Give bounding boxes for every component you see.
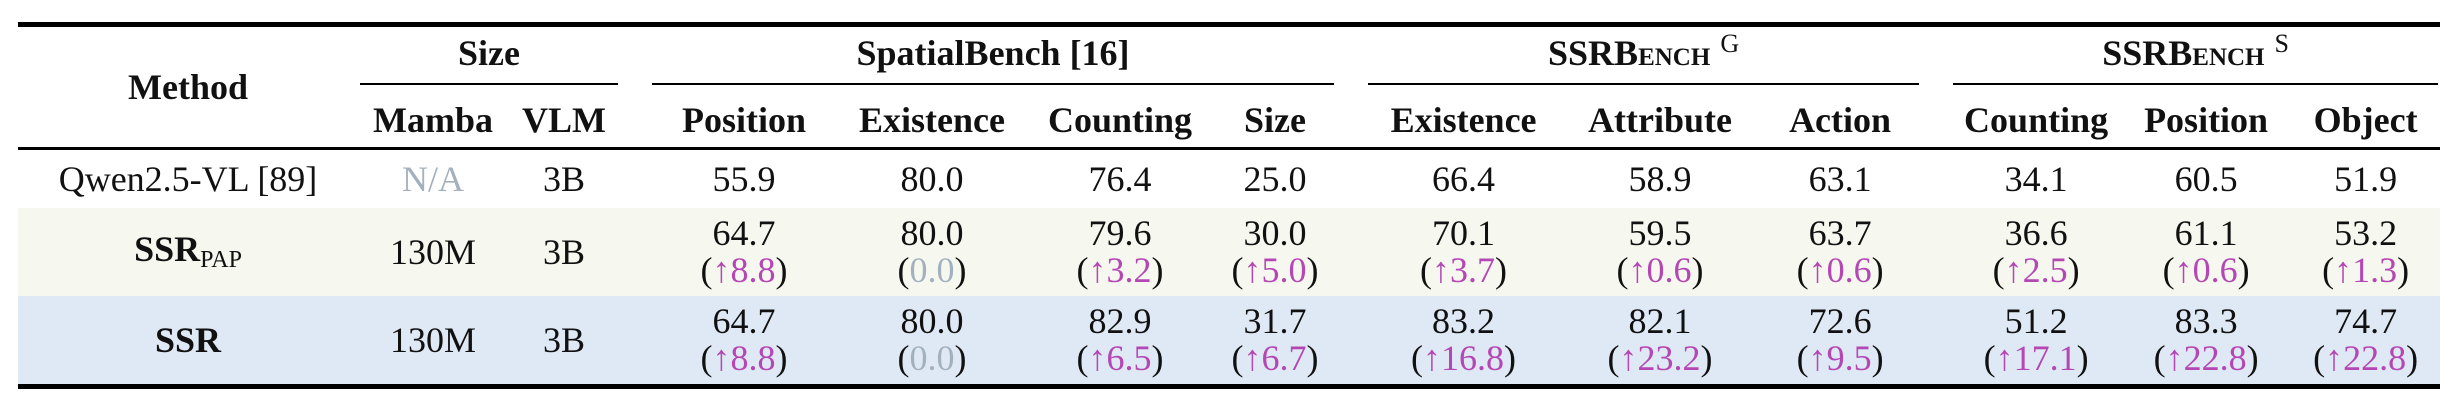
mamba-cell: 130M (389, 319, 476, 360)
mamba-cell: N/A (358, 149, 508, 209)
table-row-ssr (18, 296, 2440, 387)
delta: ↑2.5 (2004, 250, 2068, 290)
mamba-cell: 130M (389, 231, 476, 272)
value-cell: 74.7 (↑22.8) (2313, 301, 2419, 378)
header-row-groups (18, 25, 2440, 94)
value-cell: 82.1 (↑23.2) (1607, 301, 1713, 378)
value-cell: 83.3 (↑22.8) (2153, 301, 2259, 378)
value-cell: 61.1 (↑0.6) (2162, 213, 2250, 290)
value-cell: 66.4 (1366, 149, 1561, 209)
delta: ↑0.6 (1808, 250, 1872, 290)
col-header-existence: Existence (859, 100, 1005, 140)
table-row-qwen (18, 149, 2440, 209)
value-cell: 80.0 (0.0) (897, 213, 967, 290)
spatialbench-group-header: SpatialBench [16] (650, 25, 1336, 94)
value-cell: 64.7 (↑8.8) (700, 301, 788, 378)
vlm-cell: 3B (543, 319, 586, 360)
delta: ↑22.8 (2325, 338, 2407, 378)
delta: ↑6.7 (1243, 338, 1307, 378)
value-cell: 63.7 (↑0.6) (1796, 213, 1884, 290)
col-header-vlm: VLM (522, 100, 606, 140)
delta: ↑3.7 (1432, 250, 1496, 290)
value-cell: 72.6 (↑9.5) (1796, 301, 1884, 378)
col-header-object-s: Object (2313, 100, 2418, 140)
col-header-mamba: Mamba (373, 100, 493, 140)
delta: ↑8.8 (712, 338, 776, 378)
value-cell: 60.5 (2121, 149, 2291, 209)
vlm-cell: 3B (508, 149, 620, 209)
delta: ↑0.6 (1628, 250, 1692, 290)
value-cell: 80.0 (838, 149, 1026, 209)
delta: ↑8.8 (712, 250, 776, 290)
header-row-columns (18, 93, 2440, 149)
value-cell: 51.2 (↑17.1) (1983, 301, 2089, 378)
value-cell: 64.7 (↑8.8) (700, 213, 788, 290)
value-cell: 63.1 (1759, 149, 1921, 209)
value-cell: 30.0 (↑5.0) (1231, 213, 1319, 290)
value-cell: 80.0 (0.0) (897, 301, 967, 378)
method-cell: Qwen2.5-VL [89] (18, 149, 358, 209)
col-header-existence-g: Existence (1390, 100, 1537, 140)
results-table (18, 22, 2440, 389)
value-cell: 55.9 (650, 149, 838, 209)
delta: ↑23.2 (1619, 338, 1701, 378)
delta: ↑1.3 (2334, 250, 2398, 290)
delta: ↑0.6 (2174, 250, 2238, 290)
col-header-position-s: Position (2144, 100, 2269, 140)
value-cell: 59.5 (↑0.6) (1616, 213, 1704, 290)
delta: ↑5.0 (1243, 250, 1307, 290)
col-header-counting-s: Counting (1964, 100, 2109, 140)
delta: ↑17.1 (1995, 338, 2077, 378)
value-cell: 31.7 (↑6.7) (1231, 301, 1319, 378)
method-header: Method (128, 67, 248, 107)
delta: ↑6.5 (1088, 338, 1152, 378)
value-cell: 70.1 (↑3.7) (1420, 213, 1508, 290)
value-cell: 36.6 (↑2.5) (1992, 213, 2080, 290)
value-cell: 58.9 (1561, 149, 1759, 209)
col-header-size: Size (1244, 100, 1307, 140)
value-cell: 79.6 (↑3.2) (1076, 213, 1164, 290)
col-header-counting: Counting (1047, 100, 1193, 140)
delta: ↑16.8 (1423, 338, 1505, 378)
ssrbench-s-group-header: SSRBench $^S$ (1951, 25, 2440, 94)
value-cell: 51.9 (2291, 149, 2440, 209)
value-cell: 25.0 (1214, 149, 1336, 209)
ssrbench-g-group-header: SSRBench $^G$ (1366, 25, 1921, 94)
value-cell: 82.9 (↑6.5) (1076, 301, 1164, 378)
size-group-header: Size (358, 25, 620, 94)
value-cell: 53.2 (↑1.3) (2322, 213, 2410, 290)
table-row-ssr-pap (18, 208, 2440, 296)
method-cell: SSRPAP (134, 229, 242, 273)
col-header-attribute-g: Attribute (1588, 100, 1733, 140)
vlm-cell: 3B (543, 231, 586, 272)
delta: ↑22.8 (2165, 338, 2247, 378)
col-header-action-g: Action (1789, 100, 1892, 140)
method-cell: SSR (154, 319, 222, 360)
delta: 0.0 (909, 338, 955, 378)
delta: ↑3.2 (1088, 250, 1152, 290)
value-cell: 34.1 (1951, 149, 2121, 209)
delta: ↑9.5 (1808, 338, 1872, 378)
col-header-position: Position (682, 100, 807, 140)
delta: 0.0 (909, 250, 955, 290)
value-cell: 83.2 (↑16.8) (1411, 301, 1517, 378)
value-cell: 76.4 (1026, 149, 1214, 209)
